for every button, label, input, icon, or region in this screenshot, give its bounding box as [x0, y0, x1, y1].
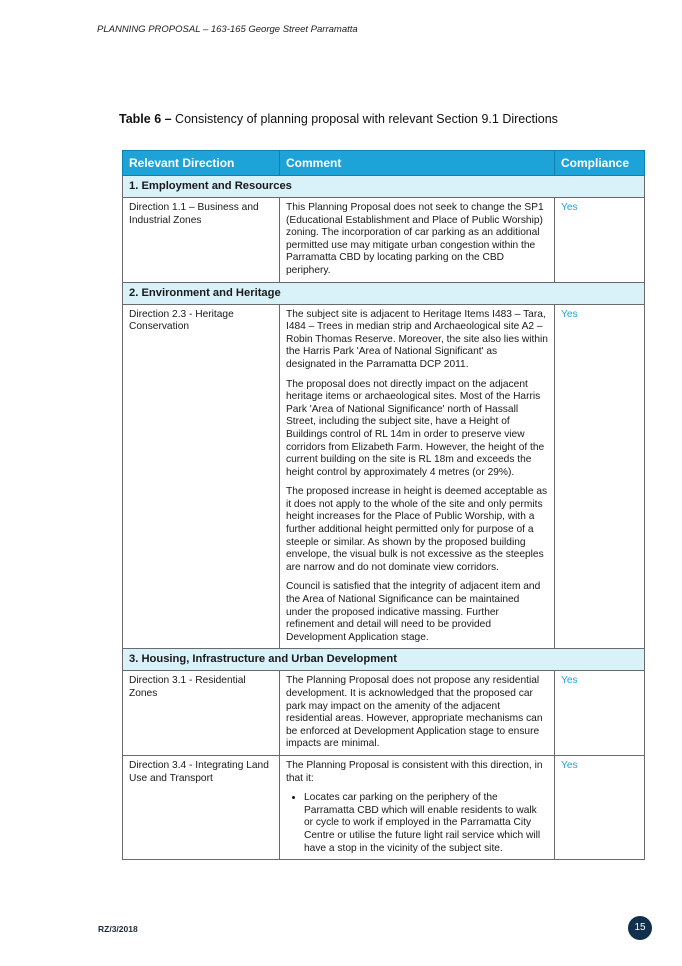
column-header-direction: Relevant Direction [123, 151, 280, 176]
comment-paragraph: The subject site is adjacent to Heritage Items I483 – Tara, I484 – Trees in median strip and Archaeological site A2 – Robin Thomas Reserve. Moreover, the site also lies within the Harris Park 'Area of National Significant' as designated in the Parramatta DCP 2011. [286, 308, 548, 370]
comment-paragraph: Council is satisfied that the integrity of adjacent item and the Area of National Significance can be maintained under the proposed indicative massing. Further refinement and detail will need to be provided Development Application stage. [286, 581, 541, 643]
page-number-badge: 15 [628, 916, 652, 940]
comment-cell [280, 671, 555, 756]
section-row [123, 649, 645, 671]
direction-cell: Direction 3.4 - Integrating Land Use and Transport [123, 755, 280, 859]
bullet-item: • Locates car parking on the periphery of the Parramatta CBD which will enable residents to walk or cycle to work if employed in the Parramatta City Centre or utilise the future light rail service which will have a stop in the vicinity of the subject site. [304, 792, 548, 855]
compliance-cell: Yes [555, 198, 645, 283]
section-row [123, 176, 645, 198]
section-title: Environment and Heritage [141, 286, 281, 299]
comment-paragraph: The proposed increase in height is deemed acceptable as it does not apply to the whole of the site and only permits height increases for the Place of Public Worship, with a further additional height permitted only for purpose of a steeple or similar. As shown by the proposed building envelope, the visual bulk is not excessive as the steeples are narrow and do not dominate view corridors. [286, 486, 548, 573]
comment-cell [280, 755, 555, 859]
comment-paragraph: The Planning Proposal is consistent with this direction, in that it: [286, 759, 543, 784]
comment-paragraph: This Planning Proposal does not seek to change the SP1 (Educational Establishment and Place of Public Worship) zoning. The incorporation of car parking as an additional permitted use may mitigate urban congestion within the Parramatta CBD by locating parking on the CBD periphery. [286, 202, 544, 276]
comment-paragraph: The proposal does not directly impact on the adjacent heritage items or archaeological sites. Most of the Harris Park 'Area of National Significance' north of Hassall Street, including the subject site, have a Height of Buildings control of RL 14m in order to preserve view corridors from Elizabeth Farm. However, the height of the current building on the site is RL 18m and exceeds the height control by approximately 4 metres (or 29%). [286, 378, 545, 478]
section-number: 1. [129, 180, 139, 192]
comment-cell [280, 304, 555, 649]
section-title: Housing, Infrastructure and Urban Development [141, 653, 397, 666]
section-heading [123, 649, 645, 671]
direction-cell: Direction 2.3 - Heritage Conservation [123, 304, 280, 649]
section-number: 3. [129, 653, 139, 666]
table-row [123, 755, 645, 859]
bullet-list [286, 792, 548, 855]
section-heading [123, 176, 645, 198]
direction-cell: Direction 3.1 - Residential Zones [123, 671, 280, 756]
compliance-cell: Yes [555, 671, 645, 756]
column-header-compliance: Compliance [555, 151, 645, 176]
document-reference: RZ/3/2018 [98, 924, 138, 934]
table-caption-text: Consistency of planning proposal with relevant Section 9.1 Directions [171, 112, 558, 126]
running-header: PLANNING PROPOSAL – 163-165 George Street Parramatta [97, 24, 358, 35]
compliance-cell: Yes [555, 304, 645, 649]
section-row [123, 282, 645, 304]
table-row [123, 304, 645, 649]
section-number: 2. [129, 286, 139, 299]
column-header-comment: Comment [280, 151, 555, 176]
table-row [123, 671, 645, 756]
comment-paragraph: The Planning Proposal does not propose any residential development. It is acknowledged that the proposed car park may impact on the amenity of the adjacent residential areas. However, appropriate mechanisms can be enforced at Development Application stage to ensure impacts are minimal. [286, 675, 543, 750]
direction-cell: Direction 1.1 – Business and Industrial Zones [123, 198, 280, 283]
table-caption-label: Table 6 – [119, 112, 172, 126]
table-header-row [123, 151, 645, 176]
comment-cell [280, 198, 555, 283]
compliance-cell: Yes [555, 755, 645, 859]
table-row [123, 198, 645, 283]
table-caption [119, 112, 558, 126]
consistency-table [122, 150, 645, 860]
section-title: Employment and Resources [141, 180, 292, 192]
section-heading [123, 282, 645, 304]
